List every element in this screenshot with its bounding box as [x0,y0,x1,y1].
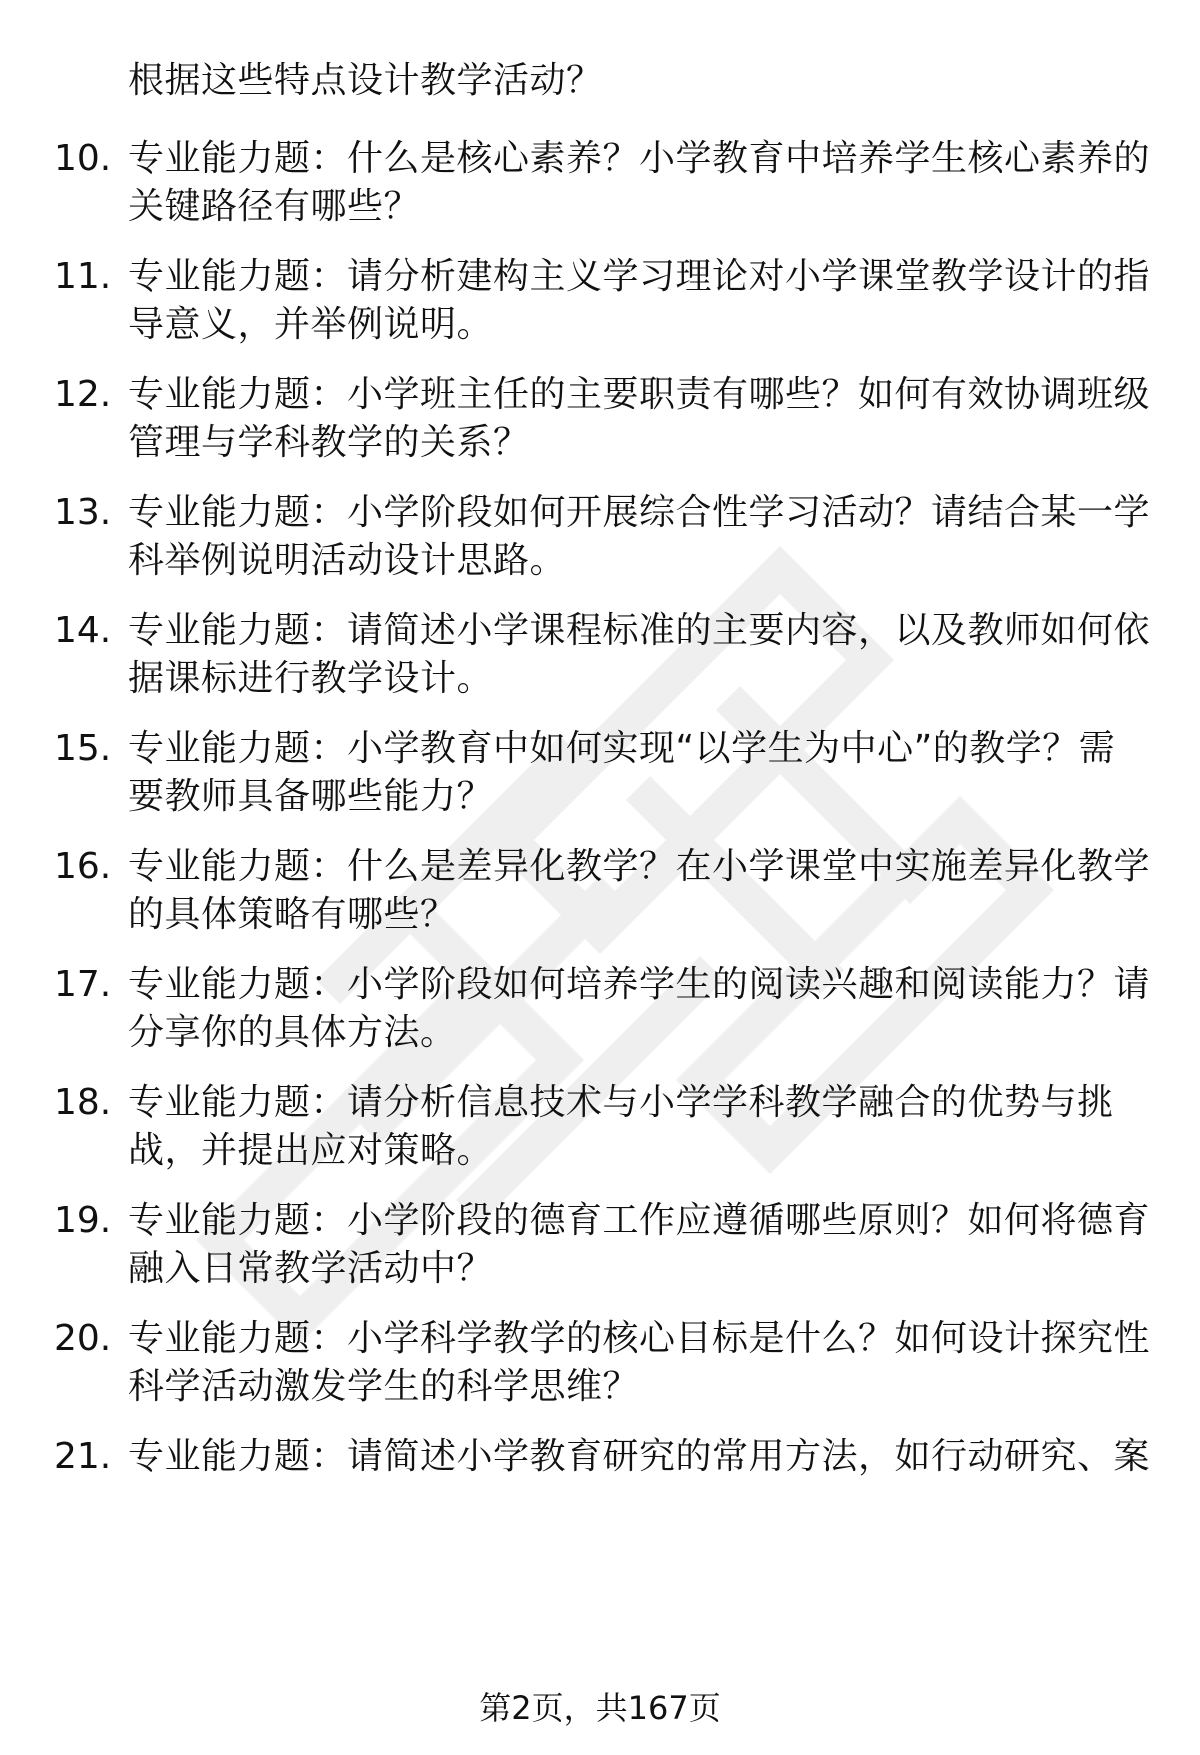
item-text-line: 专业能力题：请分析建构主义学习理论对小学课堂教学设计的指 [128,256,1151,297]
item-text-line: 分享你的具体方法。 [128,1012,457,1053]
item-text-line: 专业能力题：小学班主任的主要职责有哪些？如何有效协调班级 [128,374,1151,415]
item-text-line: 专业能力题：什么是核心素养？小学教育中培养学生核心素养的 [128,138,1151,179]
item-number: 20. [54,1318,112,1359]
item-text-line: 专业能力题：请简述小学教育研究的常用方法，如行动研究、案 [128,1436,1151,1477]
item-text-line: 专业能力题：小学科学教学的核心目标是什么？如何设计探究性 [128,1318,1151,1359]
item-text-line: 战，并提出应对策略。 [128,1130,494,1171]
item-number: 19. [54,1200,112,1241]
item-text-line: 要教师具备哪些能力？ [128,776,494,817]
item-text-line: 专业能力题：小学阶段如何开展综合性学习活动？请结合某一学 [128,492,1151,533]
item-number: 13. [54,492,112,533]
item-number: 12. [54,374,112,415]
item-text-line: 专业能力题：小学教育中如何实现“以学生为中心”的教学？需 [128,728,1116,769]
item-number: 10. [54,138,112,179]
page-footer: 第2页，共167页 [479,1689,721,1727]
item-number: 15. [54,728,112,769]
item-text-line: 科举例说明活动设计思路。 [128,540,567,581]
item-text-line: 科学活动激发学生的科学思维？ [128,1366,640,1407]
item-number: 17. [54,964,112,1005]
item-text-line: 关键路径有哪些？ [128,186,421,227]
item-text-line: 据课标进行教学设计。 [128,658,494,699]
item-text-line: 专业能力题：小学阶段的德育工作应遵循哪些原则？如何将德育 [128,1200,1151,1241]
item-text-line: 专业能力题：请简述小学课程标准的主要内容，以及教师如何依 [128,610,1151,651]
item-text-line: 导意义，并举例说明。 [128,304,494,345]
item-number: 11. [54,256,112,297]
item-number: 16. [54,846,112,887]
item-number: 14. [54,610,112,651]
item-number: 18. [54,1082,112,1123]
item-text-line: 专业能力题：什么是差异化教学？在小学课堂中实施差异化教学 [128,846,1151,887]
item-text-line: 管理与学科教学的关系？ [128,422,530,463]
item-text-line: 专业能力题：小学阶段如何培养学生的阅读兴趣和阅读能力？请 [128,964,1151,1005]
item-number: 21. [54,1436,112,1477]
continuation-line: 根据这些特点设计教学活动？ [128,60,603,101]
item-text-line: 专业能力题：请分析信息技术与小学学科教学融合的优势与挑 [128,1082,1114,1123]
item-text-line: 的具体策略有哪些？ [128,894,457,935]
item-text-line: 融入日常教学活动中？ [128,1248,494,1289]
